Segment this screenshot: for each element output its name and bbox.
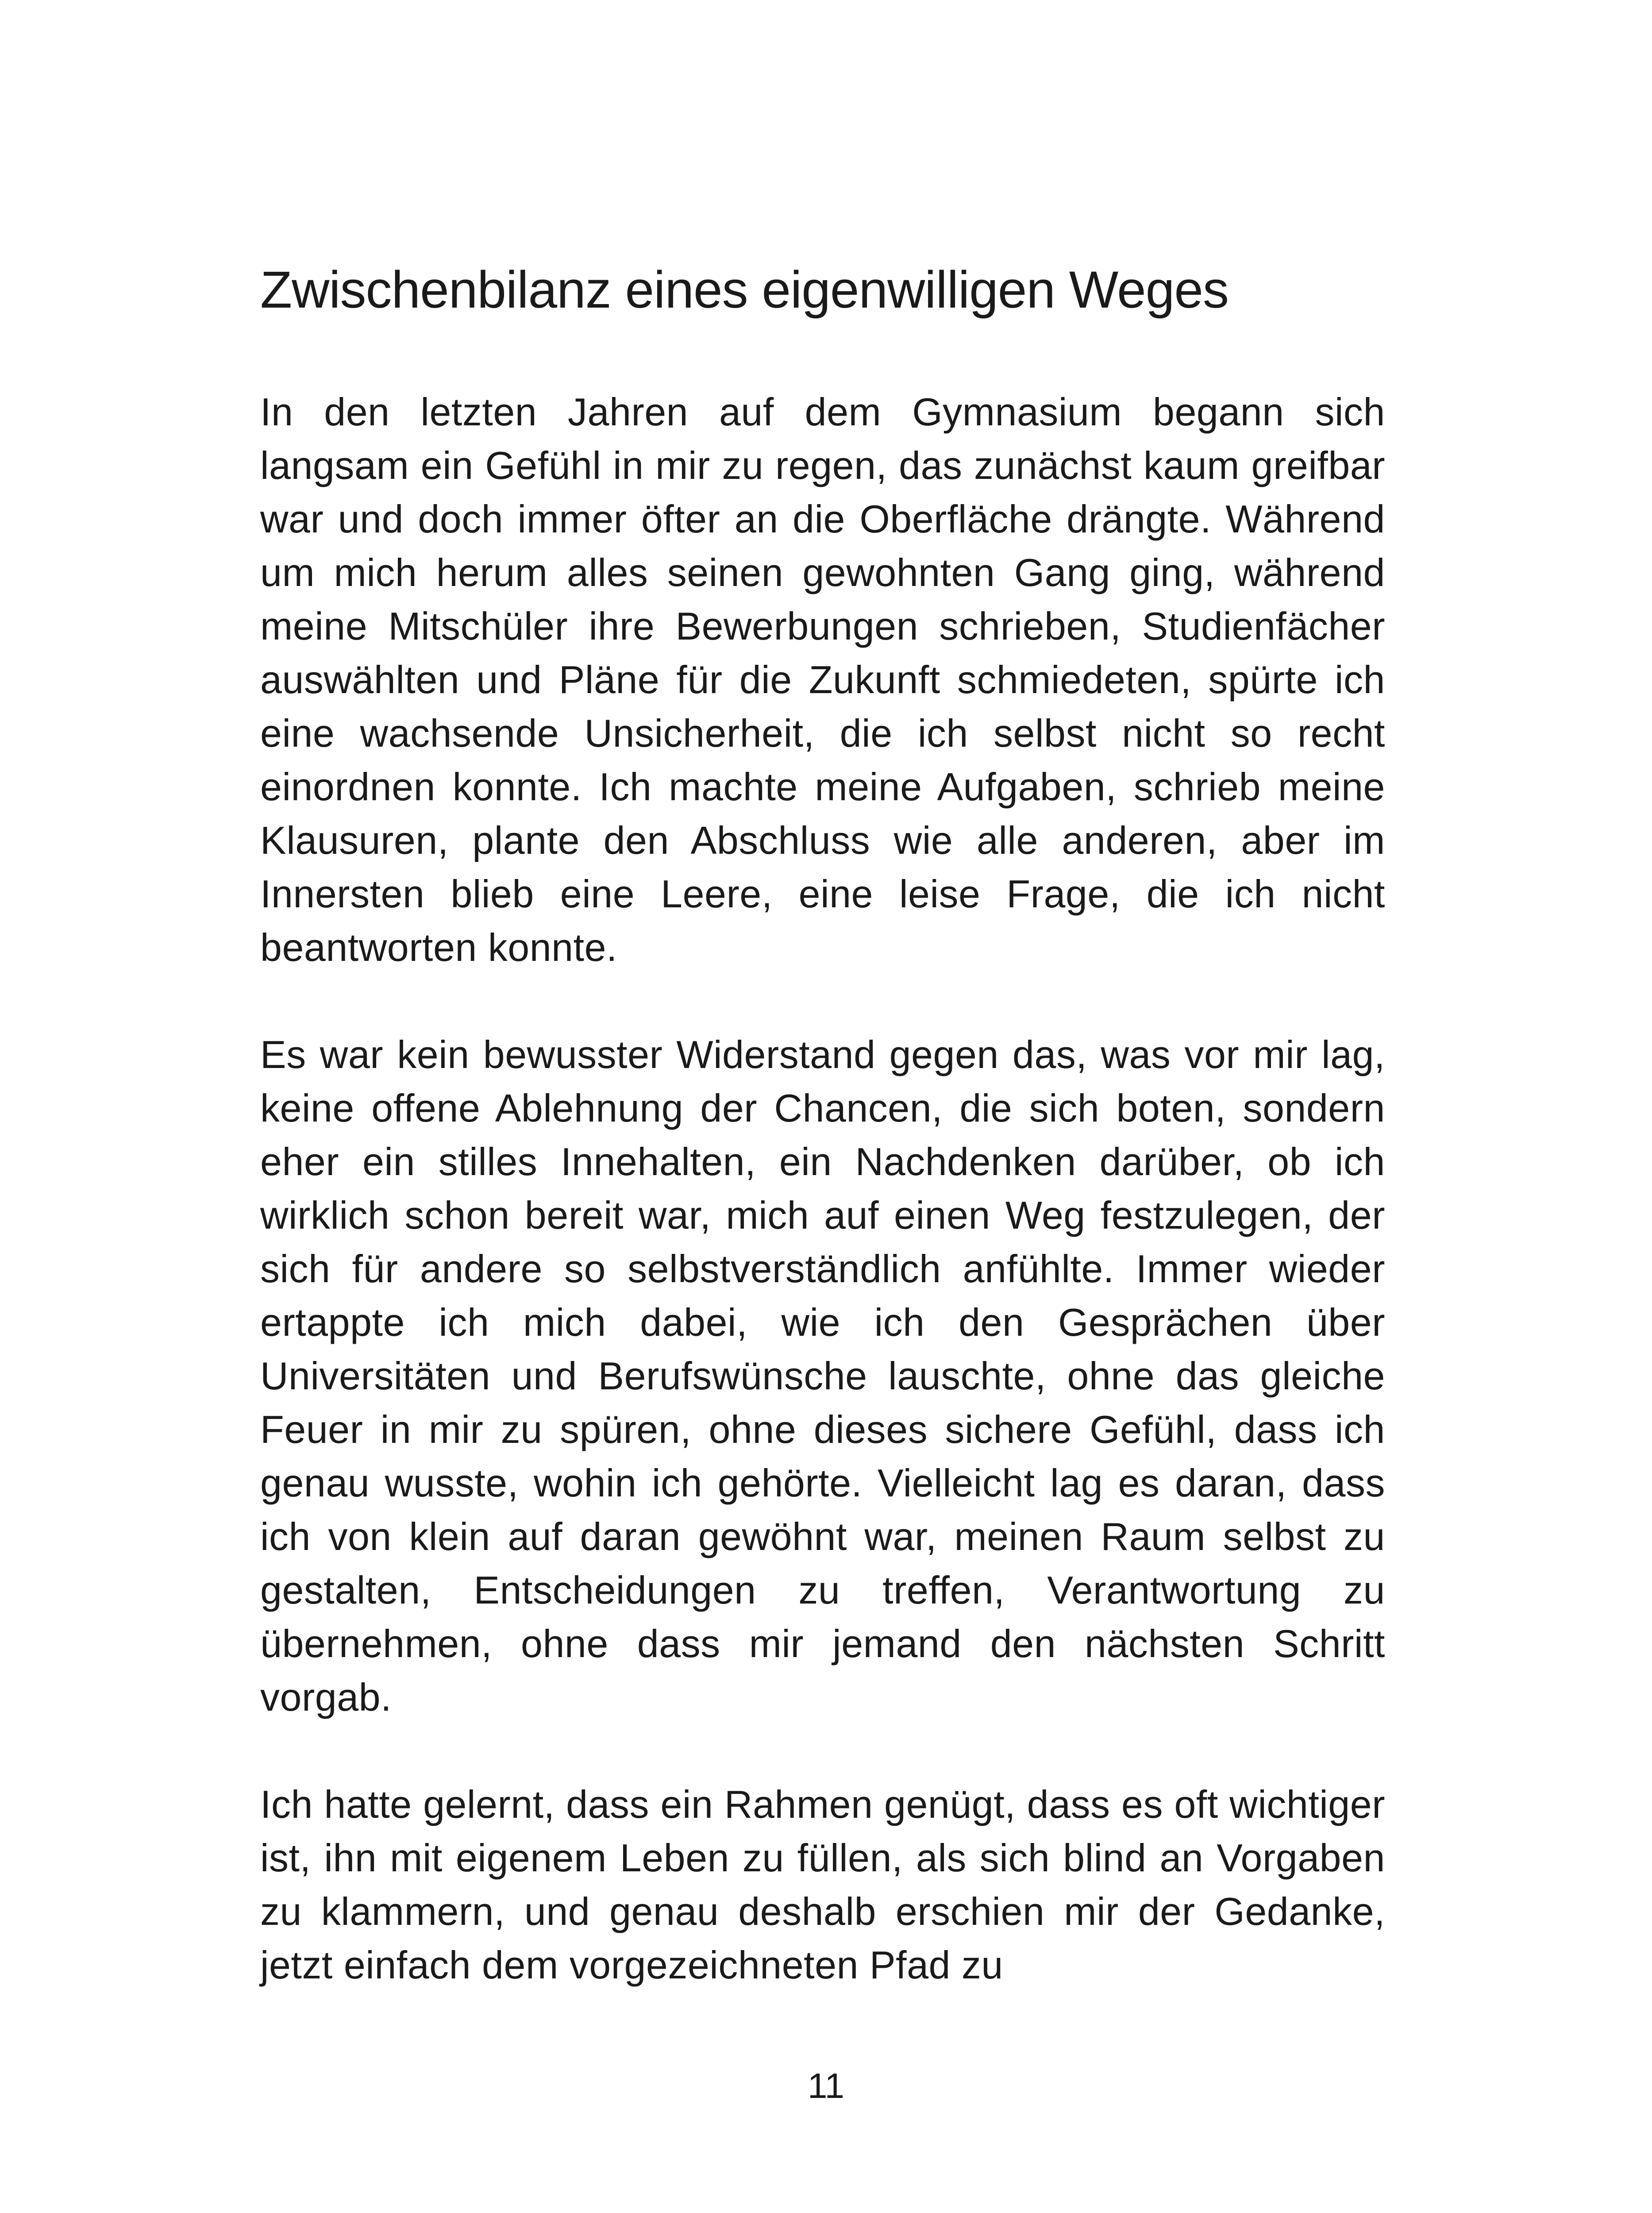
paragraph-3: Ich hatte gelernt, dass ein Rahmen genügt, dass es oft wichtiger ist, ihn mit eigenem Leben zu füllen, als sich blind an Vorgaben zu klammern, und genau deshalb erschien mir der Gedanke, jetzt einfach dem vorgezeichneten Pfad zu	[260, 1782, 1385, 1987]
paragraph-1: In den letzten Jahren auf dem Gymnasium begann sich langsam ein Gefühl in mir zu regen, das zunächst kaum greifbar war und doch immer öfter an die Oberfläche drängte. Während um mich herum alles seinen gewohnten Gang ging, während meine Mitschüler ihre Bewerbungen schrieben, Studienfächer auswählten und Pläne für die Zukunft schmiedeten, spürte ich eine wachsende Unsicherheit, die ich selbst nicht so recht einordnen konnte. Ich machte meine Aufgaben, schrieb meine Klausuren, plante den Abschluss wie alle anderen, aber im Innersten blieb eine Leere, eine leise Frage, die ich nicht beantworten konnte.	[260, 390, 1385, 969]
chapter-title: Zwischenbilanz eines eigenwilligen Weges	[260, 261, 1228, 319]
paragraph-2: Es war kein bewusster Widerstand gegen das, was vor mir lag, keine offene Ablehnung der Chancen, die sich boten, sondern eher ein stilles Innehalten, ein Nachdenken darüber, ob ich wirklich schon bereit war, mich auf einen Weg festzulegen, der sich für andere so selbstverständlich anfühlte. Immer wieder ertappte ich mich dabei, wie ich den Gesprächen über Universitäten und Berufswünsche lauschte, ohne das gleiche Feuer in mir zu spüren, ohne dieses sichere Gefühl, dass ich genau wusste, wohin ich gehörte. Vielleicht lag es daran, dass ich von klein auf daran gewöhnt war, meinen Raum selbst zu gestalten, Entscheidungen zu treffen, Verantwortung zu übernehmen, ohne dass mir jemand den nächsten Schritt vorgab.	[260, 1033, 1385, 1719]
page-number: 11	[807, 2066, 845, 2105]
chapter-body	[260, 385, 1385, 2045]
